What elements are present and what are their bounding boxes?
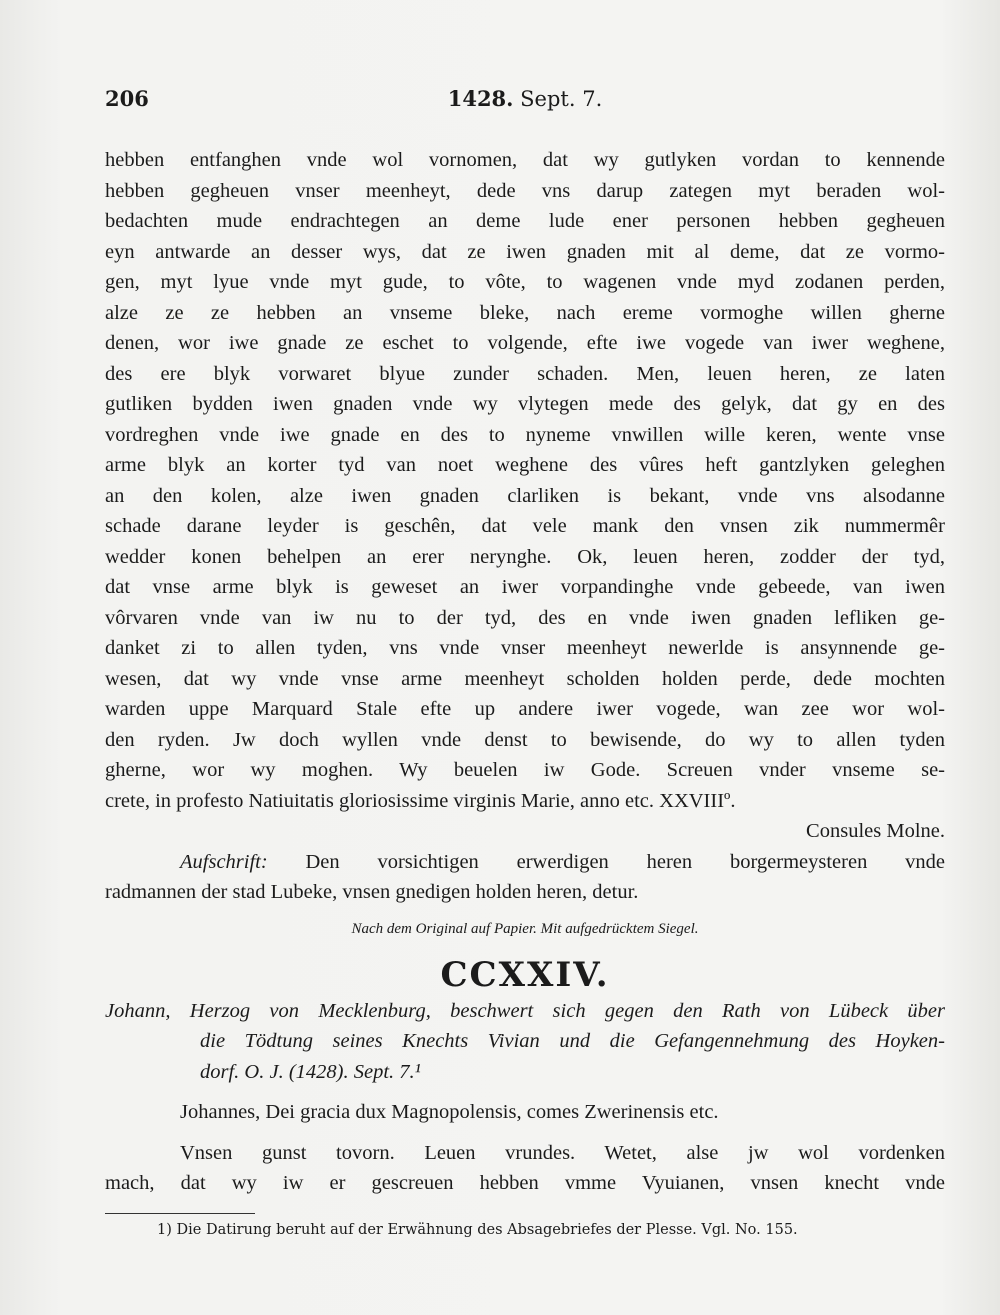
- header-title: [105, 86, 945, 111]
- running-header: [105, 86, 945, 116]
- address-text: Den vorsichtigen erwerdigen heren borgermeysteren vnde: [305, 850, 945, 873]
- text-line: danket zi to allen tyden, vns vnde vnser meenheyt newerlde is ansynnende ge-: [105, 637, 945, 659]
- address-label: Aufschrift:: [180, 850, 268, 873]
- text-line: eyn antwarde an desser wys, dat ze iwen gnaden mit al deme, dat ze vormo-: [105, 240, 945, 263]
- text-line: gutliken bydden iwen gnaden vnde wy vlytegen mede des gelyk, dat gy en des: [105, 393, 945, 415]
- source-note: Nach dem Original auf Papier. Mit aufgedrücktem Siegel.: [351, 920, 699, 937]
- text-line: hebben entfanghen vnde wol vornomen, dat wy gutlyken vordan to kennende: [105, 149, 945, 171]
- text-line: mach, dat wy iw er gescreuen hebben vmme Vyuianen, vnsen knecht vnde: [105, 1172, 945, 1194]
- salutation: Johannes, Dei gracia dux Magnopolensis, comes Zwerinensis etc.: [180, 1101, 719, 1123]
- text-line: warden uppe Marquard Stale efte up andere iwer vogede, wan zee wor wol-: [105, 698, 945, 720]
- address-line: [105, 847, 945, 878]
- text-line: vordreghen vnde iwe gnade en des to nyneme vnwillen wille keren, wente vnse: [105, 423, 945, 446]
- text-line: den ryden. Jw doch wyllen vnde denst to bewisende, do wy to allen tyden: [105, 728, 945, 751]
- text-line: an den kolen, alze iwen gnaden clarliken is bekant, vnde vns alsodanne: [105, 484, 945, 507]
- text-line: vôrvaren vnde van iw nu to der tyd, des en vnde iwen gnaden lefliken ge-: [105, 606, 945, 629]
- text-line: gen, myt lyue vnde myt gude, to vôte, to wagenen vnde myd zodanen perden,: [105, 271, 945, 293]
- text-line: dat vnse arme blyk is geweset an iwer vorpandinghe vnde gebeede, van iwen: [105, 576, 945, 598]
- text-line: hebben gegheuen vnser meenheyt, dede vns darup zategen myt beraden wol-: [105, 179, 945, 202]
- header-year: 1428.: [447, 86, 514, 111]
- summary-line: Johann, Herzog von Mecklenburg, beschwert sich gegen den Rath von Lübeck über: [105, 999, 945, 1022]
- header-date: Sept. 7.: [520, 87, 603, 111]
- main-text: [105, 145, 945, 1240]
- page-number: 206: [105, 86, 149, 111]
- text-line: des ere blyk vorwaret blyue zunder schaden. Men, leuen heren, ze laten: [105, 362, 945, 385]
- footnote: 1) Die Datirung beruht auf der Erwähnung des Absagebriefes der Plesse. Vgl. No. 155.: [157, 1221, 798, 1238]
- letter-text: [105, 145, 945, 816]
- address-line: radmannen der stad Lubeke, vnsen gnedigen holden heren, detur.: [105, 881, 639, 903]
- text-line: schade darane leyder is geschên, dat vele mank den vnsen zik nummermêr: [105, 515, 945, 537]
- text-line: alze ze ze hebben an vnseme bleke, nach ereme vormoghe willen gherne: [105, 301, 945, 324]
- document-number: CCXXIV.: [440, 954, 610, 995]
- footnote-rule: [105, 1213, 255, 1214]
- text-line: denen, wor iwe gnade ze eschet to volgende, efte iwe vogede van iwer weghene,: [105, 332, 945, 354]
- text-line: wedder konen behelpen an erer nerynghe. Ok, leuen heren, zodder der tyd,: [105, 545, 945, 568]
- text-line: Vnsen gunst tovorn. Leuen vrundes. Wetet, alse jw wol vordenken: [180, 1141, 945, 1164]
- second-letter-text: [105, 1138, 945, 1199]
- summary-line: dorf. O. J. (1428). Sept. 7.¹: [200, 1060, 421, 1083]
- summary-line: die Tödtung seines Knechts Vivian und die Gefangennehmung des Hoyken-: [200, 1030, 945, 1052]
- text-line: gherne, wor wy moghen. Wy beuelen iw Gode. Screuen vnder vnseme se-: [105, 759, 945, 781]
- document-summary: [105, 996, 945, 1088]
- text-line: crete, in profesto Natiuitatis gloriosissime virginis Marie, anno etc. XXVIIIº.: [105, 789, 736, 812]
- text-line: arme blyk an korter tyd van noet weghene des vûres heft gantzlyken geleghen: [105, 454, 945, 476]
- text-line: bedachten mude endrachtegen an deme lude ener personen hebben gegheuen: [105, 210, 945, 232]
- signature: Consules Molne.: [806, 820, 945, 842]
- text-line: wesen, dat wy vnde vnse arme meenheyt scholden holden perde, dede mochten: [105, 667, 945, 690]
